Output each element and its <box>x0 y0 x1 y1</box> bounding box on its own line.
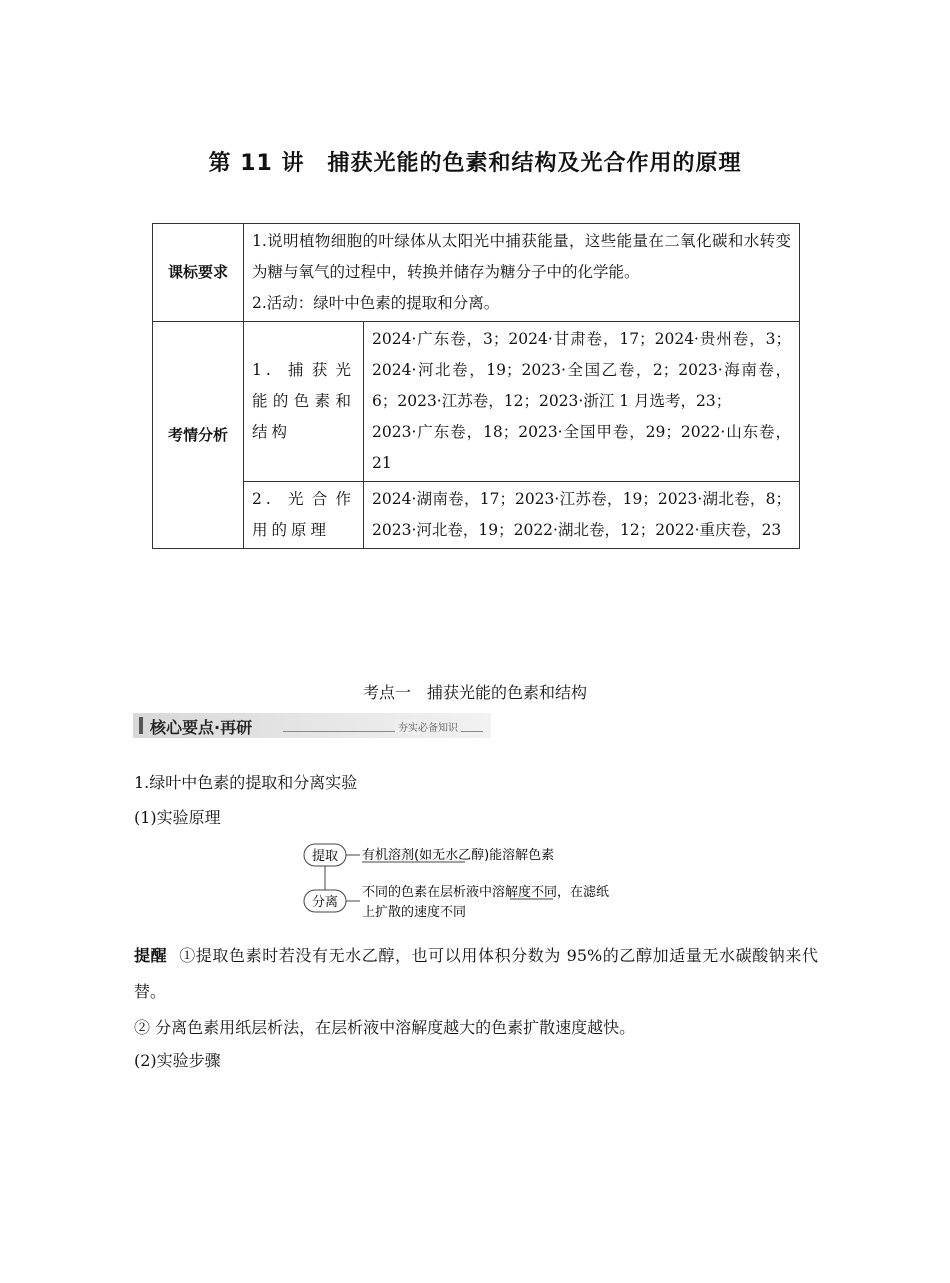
banner-tag: 夯实必备知识 <box>395 719 461 734</box>
extract-node-label: 提取 <box>311 849 339 864</box>
standard-text-1: 1.说明植物细胞的叶绿体从太阳光中捕获能量，这些能量在二氧化碳和水转变为糖与氧气的过程中，转换并储存为糖分子中的化学能。 <box>252 232 791 281</box>
topic-1: 1. 捕获光能的色素和结构 <box>244 322 364 482</box>
section-heading: 1.绿叶中色素的提取和分离实验 <box>134 773 358 792</box>
tip-line-2: ② 分离色素用纸层析法，在层析液中溶解度越大的色素扩散速度越快。 <box>134 1018 636 1037</box>
table-row <box>153 322 800 482</box>
papers-1-part-2: 2023·广东卷，18；2023·全国甲卷，29；2022·山东卷，21 <box>372 423 791 472</box>
sub-heading-1: (1)实验原理 <box>134 808 221 827</box>
extract-text: 有机溶剂(如无水乙醇)能溶解色素 <box>362 848 555 863</box>
papers-1-part-1: 2024·广东卷，3；2024·甘肃卷，17；2024·贵州卷，3；2024·河北卷，19；2023·全国乙卷，2；2023·海南卷，6；2023·江苏卷，12；2023·浙江 1 月选考，23； <box>372 330 791 410</box>
separate-text-2: 上扩散的速度不同 <box>362 905 467 920</box>
tip-label: 提醒 <box>134 946 168 965</box>
standard-header: 课标要求 <box>153 224 244 322</box>
principle-diagram <box>300 838 660 922</box>
separate-node-label: 分离 <box>311 895 339 910</box>
page-title: 第 11 讲 捕获光能的色素和结构及光合作用的原理 <box>208 151 742 176</box>
papers-cell-1 <box>364 322 800 482</box>
tip-paragraph <box>134 938 818 1010</box>
banner-bar-icon <box>139 717 143 734</box>
banner-label: 核心要点·再研 <box>150 718 253 737</box>
table-row <box>153 482 800 549</box>
standard-cell <box>244 224 800 322</box>
section-banner <box>133 713 491 738</box>
sub-heading-2: (2)实验步骤 <box>134 1051 221 1070</box>
standard-text-2: 2.活动：绿叶中色素的提取和分离。 <box>252 294 500 312</box>
requirements-table <box>152 223 800 549</box>
analysis-header: 考情分析 <box>153 322 244 549</box>
section-caption: 考点一 捕获光能的色素和结构 <box>362 683 587 702</box>
papers-cell-2: 2024·湖南卷，17；2023·江苏卷，19；2023·湖北卷，8；2023·河北卷，19；2022·湖北卷，12；2022·重庆卷，23 <box>364 482 800 549</box>
table-row <box>153 224 800 322</box>
topic-2: 2. 光合作用的原理 <box>244 482 364 549</box>
tip-line-1: ①提取色素时若没有无水乙醇，也可以用体积分数为 95%的乙醇加适量无水碳酸钠来代替。 <box>134 946 818 1001</box>
separate-text-1: 不同的色素在层析液中溶解度不同，在滤纸 <box>362 885 610 900</box>
